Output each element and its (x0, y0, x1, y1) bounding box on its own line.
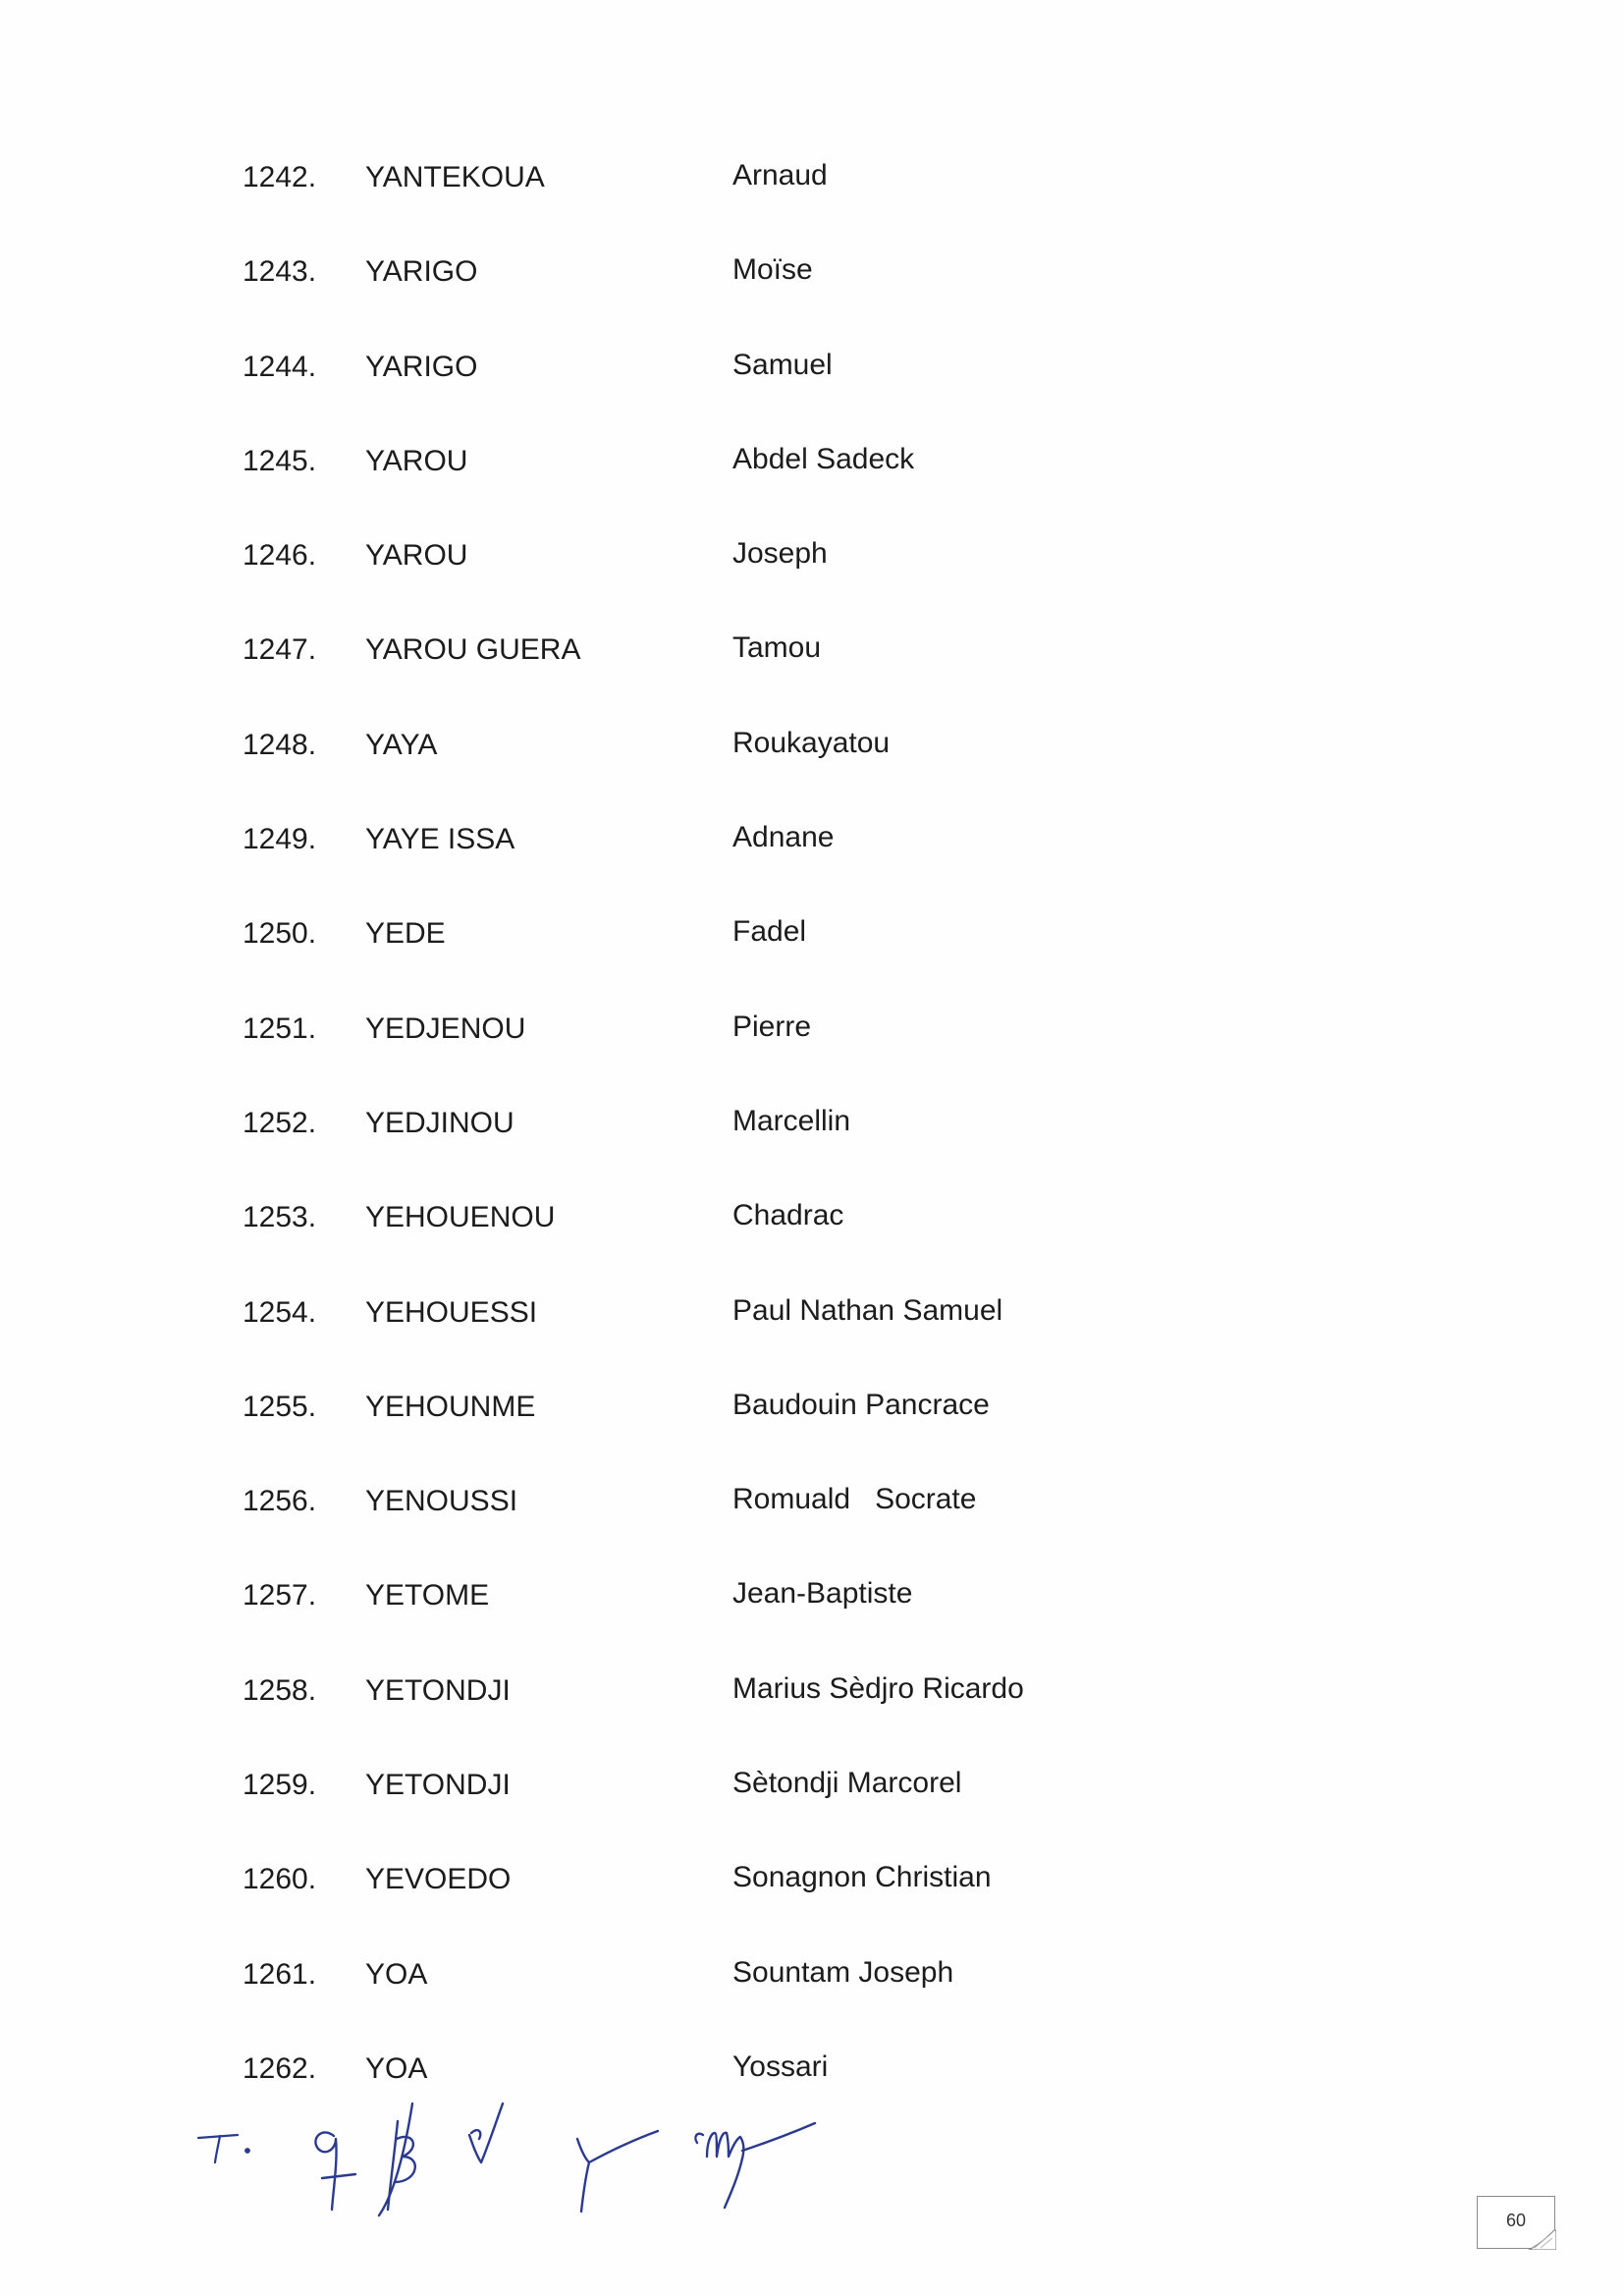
entry-last-name: YEVOEDO (365, 1863, 512, 1896)
entry-first-name: Adnane (732, 821, 835, 854)
entry-last-name: YOA (365, 1957, 428, 1991)
entry-first-name: Marius Sèdjro Ricardo (732, 1671, 1024, 1705)
list-item (243, 444, 1224, 538)
entry-number: 1244. (243, 350, 317, 383)
entry-number: 1256. (243, 1485, 317, 1518)
list-item (243, 1673, 1224, 1768)
entry-first-name: Paul Nathan Samuel (732, 1293, 1003, 1327)
entry-last-name: YAYE ISSA (365, 823, 515, 856)
list-item (243, 538, 1224, 632)
list-item (243, 728, 1224, 822)
entry-number: 1254. (243, 1295, 317, 1329)
entry-first-name: Arnaud (732, 159, 828, 191)
list-item (243, 254, 1224, 349)
entry-number: 1258. (243, 1673, 317, 1707)
entry-number: 1247. (243, 633, 317, 667)
entry-number: 1261. (243, 1957, 317, 1991)
list-item (243, 350, 1224, 444)
entry-last-name: YEDJENOU (365, 1011, 526, 1045)
entry-last-name: YARIGO (365, 255, 478, 289)
entry-last-name: YETONDJI (365, 1769, 511, 1802)
entry-last-name: YOA (365, 2051, 428, 2085)
page-curl-icon (1527, 2228, 1556, 2250)
initial-mark-m (695, 2123, 815, 2208)
entry-first-name: Pierre (732, 1010, 812, 1043)
initial-mark-b (379, 2104, 415, 2215)
list-item (243, 632, 1224, 727)
entry-number: 1243. (243, 255, 317, 289)
list-item (243, 1295, 1224, 1390)
entry-number: 1252. (243, 1106, 317, 1139)
entry-last-name: YETONDJI (365, 1673, 511, 1707)
list-item (243, 1862, 1224, 1956)
list-item (243, 1011, 1224, 1106)
entry-first-name: Moïse (732, 253, 813, 287)
entry-last-name: YAROU GUERA (365, 633, 581, 667)
entry-number: 1251. (243, 1011, 317, 1045)
entry-first-name: Sountam Joseph (732, 1955, 954, 1989)
entry-number: 1249. (243, 823, 317, 856)
entry-last-name: YARIGO (365, 350, 478, 383)
entry-number: 1242. (243, 161, 317, 193)
entry-last-name: YEDJINOU (365, 1106, 514, 1139)
list-item (243, 1578, 1224, 1672)
entry-number: 1250. (243, 917, 317, 951)
entry-first-name: Marcellin (732, 1104, 851, 1137)
entry-first-name: Roukayatou (732, 726, 891, 759)
entry-first-name: Romuald Socrate (732, 1483, 977, 1516)
entry-first-name: Tamou (732, 631, 822, 665)
entry-number: 1245. (243, 444, 317, 477)
entry-first-name: Jean-Baptiste (732, 1577, 913, 1611)
entry-number: 1248. (243, 728, 317, 761)
list-item (243, 160, 1224, 254)
entry-number: 1259. (243, 1769, 317, 1802)
page-number-box (1477, 2196, 1555, 2249)
entry-first-name: Abdel Sadeck (732, 442, 915, 475)
entry-last-name: YAROU (365, 539, 468, 573)
entry-first-name: Sètondji Marcorel (732, 1767, 962, 1800)
initial-mark-q (315, 2132, 355, 2210)
list-item (243, 822, 1224, 916)
entry-number: 1260. (243, 1863, 317, 1896)
entry-last-name: YEHOUENOU (365, 1201, 556, 1234)
entry-number: 1246. (243, 539, 317, 573)
entry-first-name: Yossari (732, 2050, 829, 2083)
entry-first-name: Sonagnon Christian (732, 1861, 992, 1894)
name-list (243, 160, 1224, 2146)
entry-last-name: YEDE (365, 917, 446, 951)
entry-last-name: YANTEKOUA (365, 161, 545, 193)
entry-last-name: YENOUSSI (365, 1485, 518, 1518)
entry-first-name: Chadrac (732, 1199, 844, 1232)
entry-first-name: Baudouin Pancrace (732, 1388, 990, 1421)
entry-last-name: YEHOUESSI (365, 1295, 538, 1329)
list-item (243, 1768, 1224, 1862)
list-item (243, 1957, 1224, 2051)
list-item (243, 1390, 1224, 1484)
list-item (243, 1200, 1224, 1294)
handwritten-initials (187, 2092, 933, 2219)
list-item (243, 916, 1224, 1011)
page-number: 60 (1505, 2211, 1527, 2230)
entry-number: 1262. (243, 2051, 317, 2085)
list-item (243, 1106, 1224, 1200)
entry-number: 1255. (243, 1390, 317, 1423)
entry-last-name: YAROU (365, 444, 468, 477)
entry-number: 1257. (243, 1579, 317, 1613)
entry-last-name: YETOME (365, 1579, 490, 1613)
entry-first-name: Joseph (732, 537, 828, 571)
entry-first-name: Samuel (732, 348, 833, 381)
entry-last-name: YAYA (365, 728, 438, 761)
entry-number: 1253. (243, 1201, 317, 1234)
initial-mark-v (469, 2104, 503, 2162)
entry-last-name: YEHOUNME (365, 1390, 536, 1423)
list-item (243, 1484, 1224, 1578)
entry-first-name: Fadel (732, 915, 807, 949)
initial-mark-t (198, 2135, 249, 2162)
initial-mark-y (577, 2131, 658, 2212)
